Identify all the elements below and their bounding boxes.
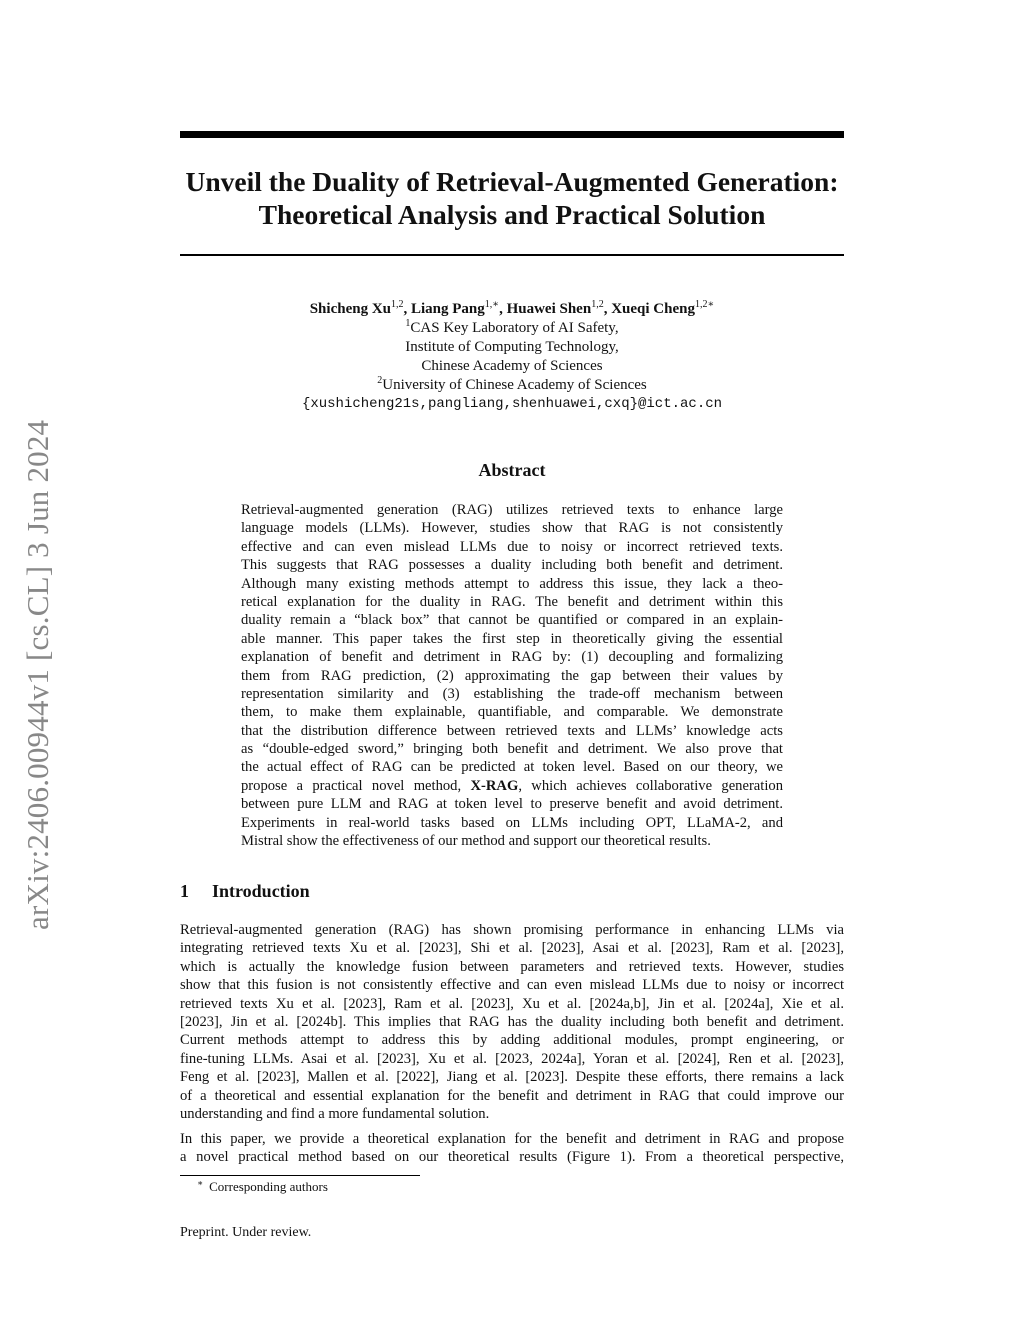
affiliation-1 <box>180 319 844 338</box>
abstract-line: effective and can even mislead LLMs due to noisy or incorrect retrieved texts. <box>241 538 783 555</box>
author-affiliation-mark: 1,∗ <box>484 299 500 310</box>
abstract-line: This suggests that RAG possesses a duality including both benefit and detriment. <box>241 557 783 574</box>
footnote <box>197 1179 328 1195</box>
abstract-line: them, to make them explainable, quantifiable, and comparable. We demonstrate <box>241 704 783 721</box>
intro-line: [2023], Jin et al. [2024b]. This implies that RAG has the duality including both benefit and detriment. <box>180 1013 844 1030</box>
affiliation-1-line-2: Institute of Computing Technology, <box>405 339 619 355</box>
footnote-rule <box>180 1175 420 1176</box>
title-line: Unveil the Duality of Retrieval-Augmented Generation: <box>185 166 839 197</box>
abstract-line: that the distribution difference between retrieved texts and LLMs’ knowledge acts <box>241 722 783 739</box>
footnote-mark: ∗ <box>197 1178 204 1188</box>
preprint-notice: Preprint. Under review. <box>180 1225 312 1240</box>
abstract-line: Experiments in real-world tasks based on LLMs including OPT, LLaMA-2, and <box>241 814 783 831</box>
intro-line: Current methods attempt to address this by adding additional modules, prompt engineering, or <box>180 1032 844 1049</box>
intro-line: which is actually the knowledge fusion between parameters and retrieved texts. However, studies <box>180 958 844 975</box>
affiliation-2 <box>180 376 844 395</box>
affiliation-text: CAS Key Laboratory of AI Safety, <box>410 320 619 336</box>
section-number: 1 <box>180 881 189 901</box>
abstract-line: Although many existing methods attempt to address this issue, they lack a theo- <box>241 575 783 592</box>
author-email[interactable]: {xushicheng21s,pangliang,shenhuawei,cxq}@ict.ac.cn <box>301 396 723 412</box>
intro-line: retrieved texts Xu et al. [2023], Ram et al. [2023], Xu et al. [2024a,b], Jin et al. [2024a], Xie et al. <box>180 995 844 1012</box>
affiliation-text: University of Chinese Academy of Sciences <box>382 377 647 393</box>
method-name: X-RAG <box>470 777 519 794</box>
abstract-line <box>241 777 783 795</box>
abstract-text: , which achieves collaborative generation <box>518 777 783 794</box>
title-line: Theoretical Analysis and Practical Solution <box>258 199 766 230</box>
author-affiliation-mark: 1,2 <box>391 299 404 310</box>
abstract-line: representation similarity and (3) establishing the trade-off mechanism between <box>241 685 783 702</box>
abstract-line: them from RAG prediction, (2) approximating the gap between their values by <box>241 667 783 684</box>
arxiv-identifier-stamp: arXiv:2406.00944v1 [cs.CL] 3 Jun 2024 <box>20 419 55 930</box>
abstract-line: as “double-edged sword,” bringing both benefit and detriment. We also prove that <box>241 741 783 758</box>
abstract-line: the actual effect of RAG can be predicted at token level. Based on our theory, we <box>241 759 783 776</box>
affiliation-mark: 1 <box>405 318 411 329</box>
intro-line: Retrieval-augmented generation (RAG) has shown promising performance in enhancing LLMs via <box>180 922 844 938</box>
section-heading-introduction <box>180 881 310 902</box>
intro-line: Feng et al. [2023], Mallen et al. [2022], Jiang et al. [2023]. Despite these efforts, there remains a lack <box>180 1069 844 1086</box>
author-name: Huawei Shen <box>506 301 592 317</box>
intro-line: a novel practical method based on our theoretical results (Figure 1). From a theoretical perspective, <box>180 1149 844 1166</box>
footnote-text: Corresponding authors <box>209 1179 328 1194</box>
author-separator: , <box>603 301 612 317</box>
abstract-line: retical explanation for the duality in RAG. The benefit and detriment within this <box>241 593 783 610</box>
intro-line: fine-tuning LLMs. Asai et al. [2023], Xu et al. [2023, 2024a], Yoran et al. [2024], Ren et al. [2023], <box>180 1050 844 1067</box>
author-block <box>180 300 844 414</box>
abstract-line: Retrieval-augmented generation (RAG) utilizes retrieved texts to enhance large <box>241 502 783 518</box>
abstract-body <box>241 501 783 850</box>
abstract-line: duality remain a “black box” that cannot be quantified or compared in an explain- <box>241 612 783 629</box>
intro-line: understanding and find a more fundamental solution. <box>180 1105 490 1122</box>
author-affiliation-mark: 1,2 <box>591 299 604 310</box>
title-top-rule <box>180 131 844 138</box>
abstract-text: propose a practical novel method, <box>241 777 471 794</box>
affiliation-1-line-3: Chinese Academy of Sciences <box>421 358 603 374</box>
author-names <box>180 300 844 319</box>
intro-line: show that this fusion is not consistently effective and can even mislead LLMs due to noisy or incorrect <box>180 977 844 994</box>
author-separator: , <box>403 301 411 317</box>
intro-paragraph-2 <box>180 1130 844 1167</box>
section-title: Introduction <box>212 881 310 901</box>
paper-title <box>180 165 844 231</box>
intro-line: In this paper, we provide a theoretical explanation for the benefit and detriment in RAG and propose <box>180 1131 844 1147</box>
abstract-line: between pure LLM and RAG at token level to preserve benefit and avoid detriment. <box>241 796 783 813</box>
intro-line: integrating retrieved texts Xu et al. [2023], Shi et al. [2023], Asai et al. [2023], Ram et al. [2023], <box>180 940 844 957</box>
author-name: Liang Pang <box>411 301 485 317</box>
abstract-line: explanation of benefit and detriment in RAG by: (1) decoupling and formalizing <box>241 649 783 666</box>
author-name: Shicheng Xu <box>309 301 391 317</box>
author-name: Xueqi Cheng <box>611 301 695 317</box>
abstract-heading: Abstract <box>478 460 546 480</box>
intro-line: of a theoretical and essential explanation for the benefit and detriment in RAG that could improve our <box>180 1087 844 1104</box>
abstract-line: Mistral show the effectiveness of our method and support our theoretical results. <box>241 833 711 850</box>
affiliation-mark: 2 <box>377 375 383 386</box>
title-bottom-rule <box>180 254 844 256</box>
abstract-line: language models (LLMs). However, studies show that RAG is not consistently <box>241 520 783 537</box>
intro-paragraph-1 <box>180 921 844 1123</box>
abstract-line: able manner. This paper takes the first step in theoretically giving the essential <box>241 630 783 647</box>
author-affiliation-mark: 1,2∗ <box>694 299 715 310</box>
author-separator: , <box>499 301 507 317</box>
